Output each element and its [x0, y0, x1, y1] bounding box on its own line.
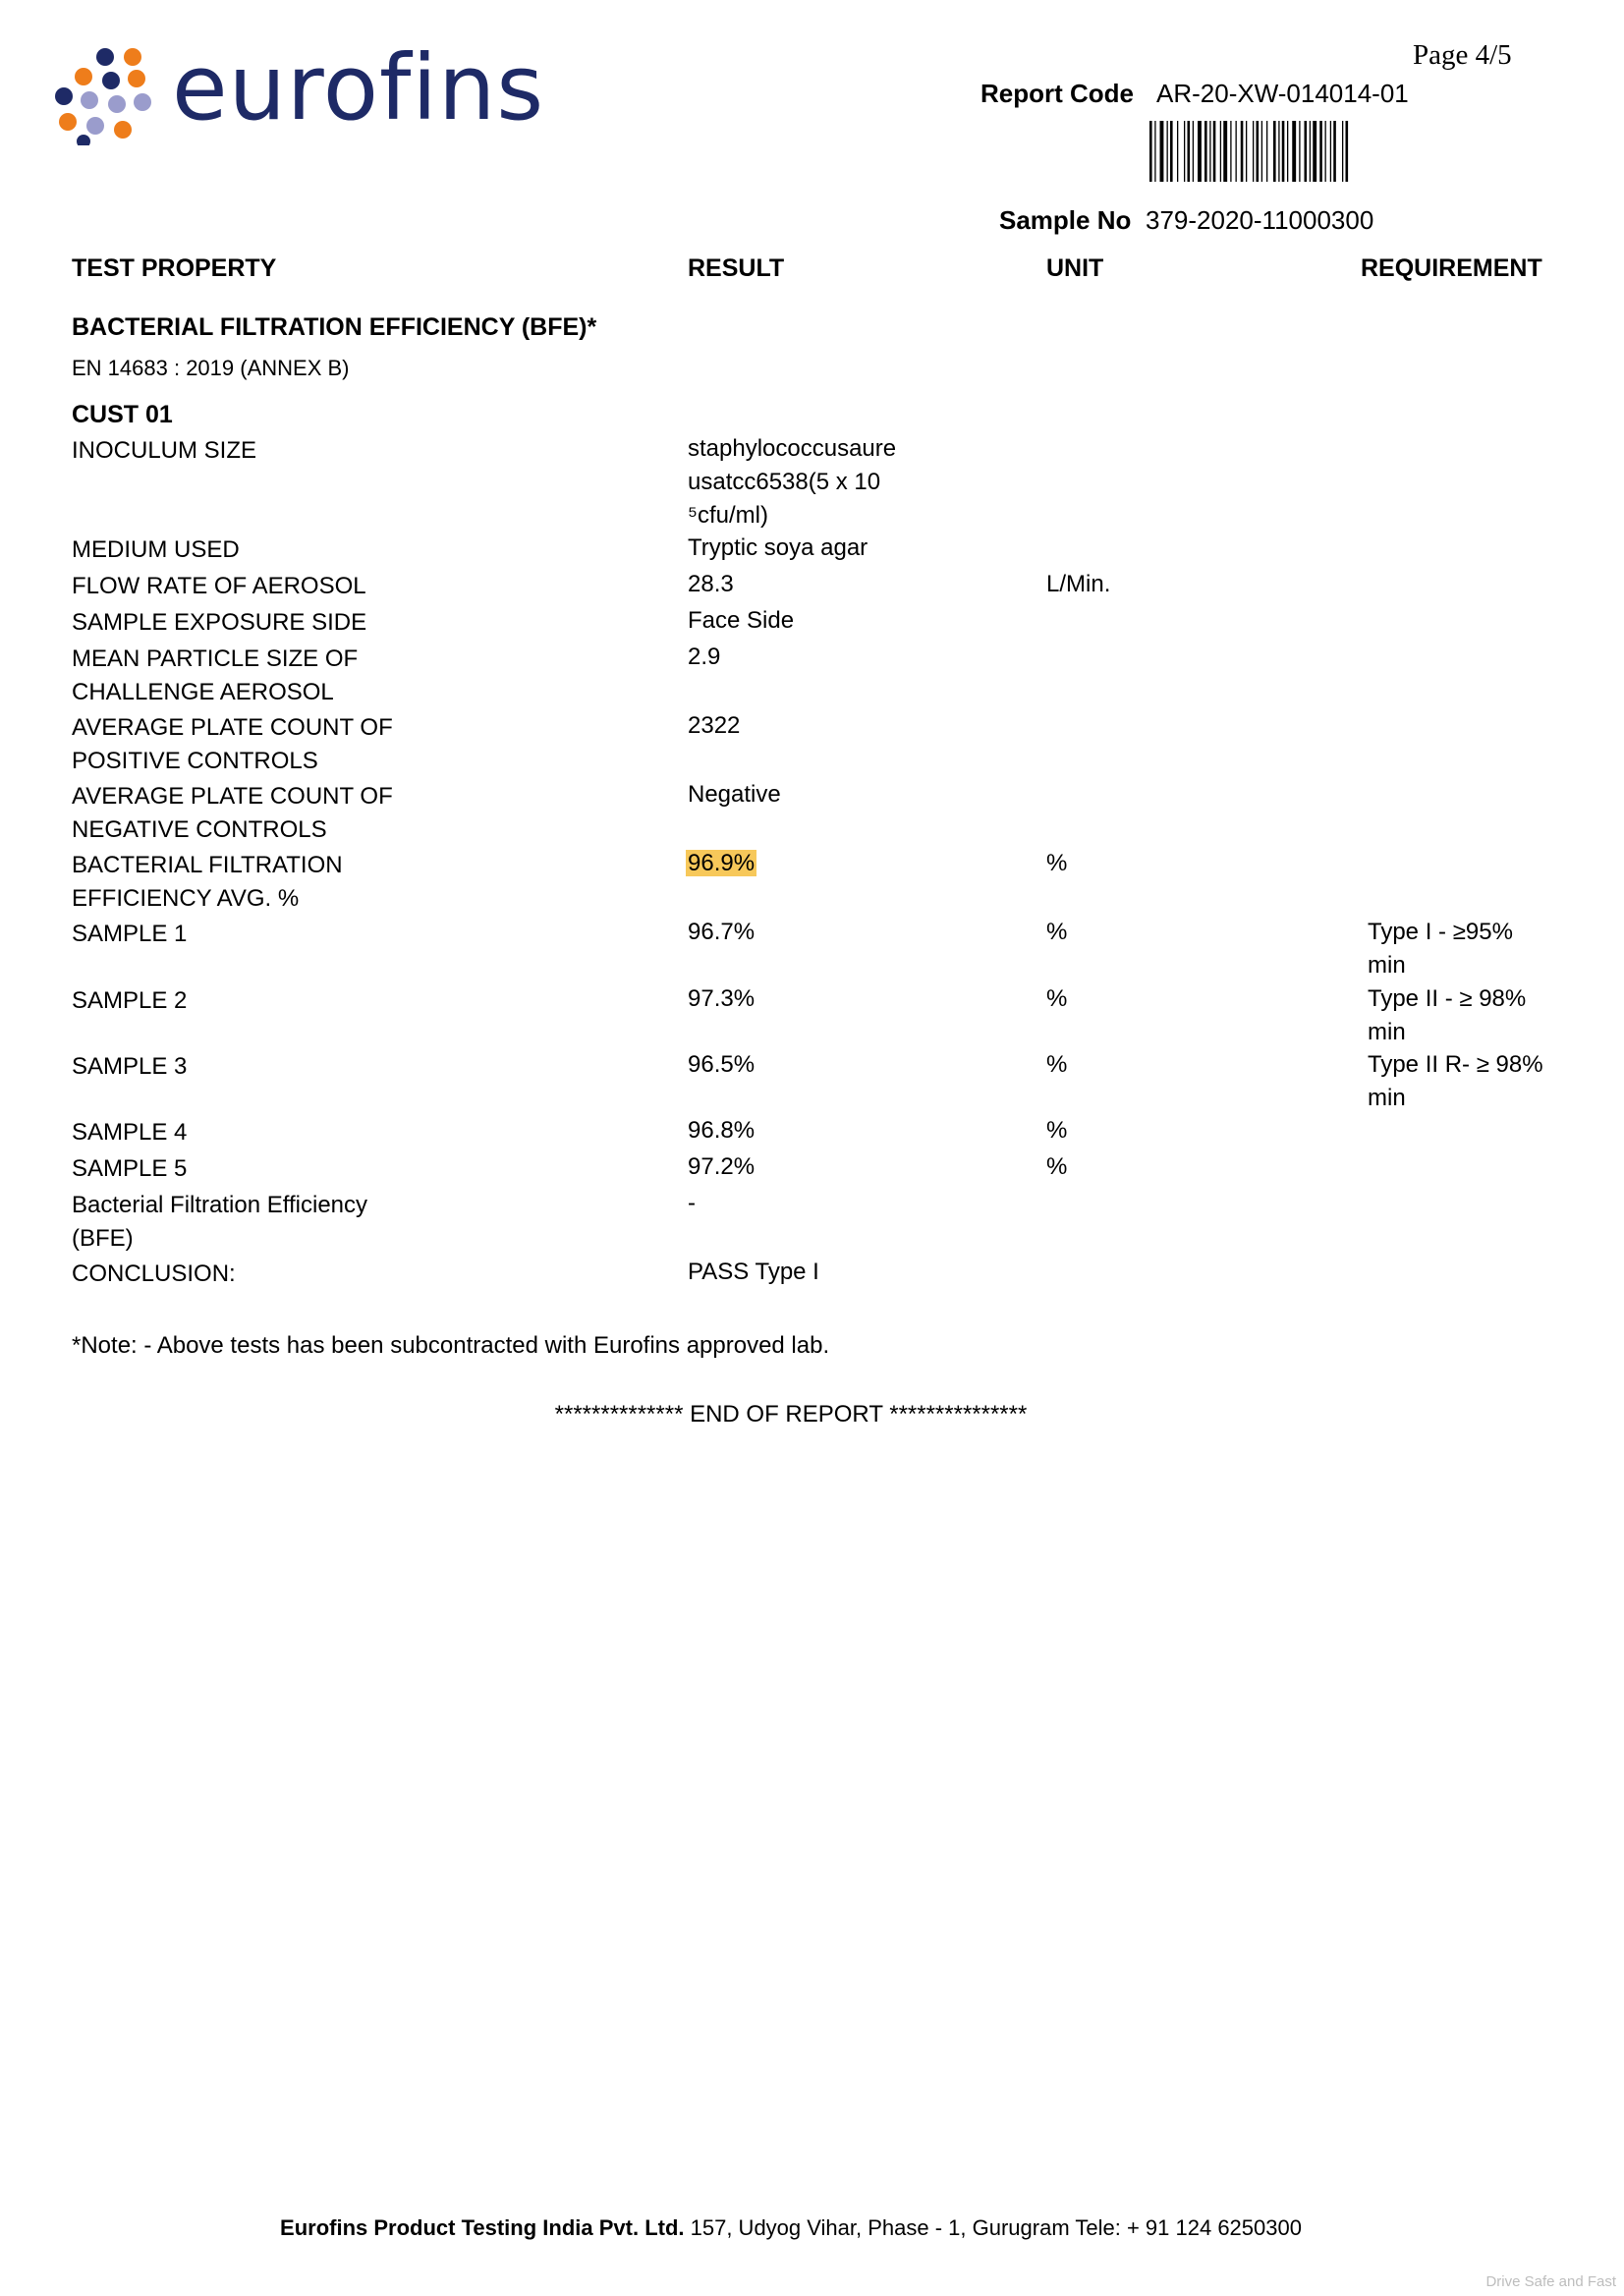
row-result-highlighted: 96.9% — [688, 850, 756, 876]
row-property: AVERAGE PLATE COUNT OF POSITIVE CONTROLS — [72, 714, 393, 774]
report-code-value: AR-20-XW-014014-01 — [1156, 79, 1409, 108]
row-property: AVERAGE PLATE COUNT OF NEGATIVE CONTROLS — [72, 783, 393, 843]
footer — [0, 2215, 1582, 2241]
eurofins-dots-icon — [54, 47, 162, 145]
row-unit: % — [1046, 1117, 1068, 1144]
column-header-result: RESULT — [688, 254, 785, 282]
page-number: Page 4/5 — [1413, 39, 1512, 71]
row-result: Tryptic soya agar — [688, 534, 868, 561]
row-result: staphylococcusaure usatcc6538(5 x 10 ⁵cfu/ml) — [688, 435, 897, 529]
row-requirement: Type II R- ≥ 98% min — [1368, 1051, 1543, 1111]
eurofins-logo — [54, 35, 545, 145]
row-unit: % — [1046, 919, 1068, 945]
row-result: 96.7% — [688, 919, 756, 945]
row-result: 2.9 — [688, 644, 721, 670]
row-property: SAMPLE 3 — [72, 1053, 188, 1080]
row-property: INOCULUM SIZE — [72, 437, 257, 464]
sample-no-value: 379-2020-11000300 — [1146, 205, 1374, 235]
row-property: MEAN PARTICLE SIZE OF CHALLENGE AEROSOL — [72, 645, 359, 705]
row-property: SAMPLE 2 — [72, 987, 188, 1014]
footer-address: 157, Udyog Vihar, Phase - 1, Gurugram Tele: + 91 124 6250300 — [684, 2215, 1302, 2240]
row-property: SAMPLE 4 — [72, 1119, 188, 1146]
row-property: FLOW RATE OF AEROSOL — [72, 573, 366, 599]
column-header-requirement: REQUIREMENT — [1361, 254, 1542, 282]
row-unit: % — [1046, 1153, 1068, 1180]
row-result: - — [688, 1190, 696, 1216]
customer-label: CUST 01 — [72, 401, 173, 428]
row-property: SAMPLE EXPOSURE SIDE — [72, 609, 367, 636]
row-property: BACTERIAL FILTRATION EFFICIENCY AVG. % — [72, 852, 343, 912]
row-result: PASS Type I — [688, 1259, 819, 1285]
row-result: Face Side — [688, 607, 795, 634]
row-result: 2322 — [688, 712, 741, 739]
report-code-label: Report Code — [980, 79, 1134, 108]
row-property: CONCLUSION: — [72, 1260, 236, 1287]
row-requirement: Type II - ≥ 98% min — [1368, 985, 1527, 1045]
row-result: 97.2% — [688, 1153, 756, 1180]
row-property: SAMPLE 5 — [72, 1155, 188, 1182]
column-header-unit: UNIT — [1046, 254, 1104, 282]
row-unit: % — [1046, 1051, 1068, 1078]
row-unit: % — [1046, 985, 1068, 1012]
row-unit: % — [1046, 850, 1068, 876]
section-title: BACTERIAL FILTRATION EFFICIENCY (BFE)* — [72, 313, 597, 341]
row-result: Negative — [688, 781, 781, 808]
watermark: Drive Safe and Fast — [1485, 2273, 1616, 2290]
row-result: 96.5% — [688, 1051, 756, 1078]
row-property: MEDIUM USED — [72, 536, 240, 563]
row-unit: L/Min. — [1046, 571, 1111, 597]
logo-wordmark: eurofins — [172, 35, 545, 140]
row-result: 97.3% — [688, 985, 756, 1012]
barcode — [1149, 121, 1410, 182]
section-standard: EN 14683 : 2019 (ANNEX B) — [72, 356, 350, 380]
sample-no-label: Sample No — [999, 205, 1132, 235]
subcontract-note: *Note: - Above tests has been subcontracted with Eurofins approved lab. — [72, 1332, 830, 1359]
row-result: 96.8% — [688, 1117, 756, 1144]
end-of-report: ************** END OF REPORT *************** — [554, 1401, 1028, 1428]
row-property: Bacterial Filtration Efficiency (BFE) — [72, 1192, 368, 1252]
row-property: SAMPLE 1 — [72, 921, 188, 947]
row-result: 28.3 — [688, 571, 734, 597]
column-header-test-property: TEST PROPERTY — [72, 254, 277, 282]
row-requirement: Type I - ≥95% min — [1368, 919, 1513, 979]
footer-company: Eurofins Product Testing India Pvt. Ltd. — [280, 2215, 685, 2240]
